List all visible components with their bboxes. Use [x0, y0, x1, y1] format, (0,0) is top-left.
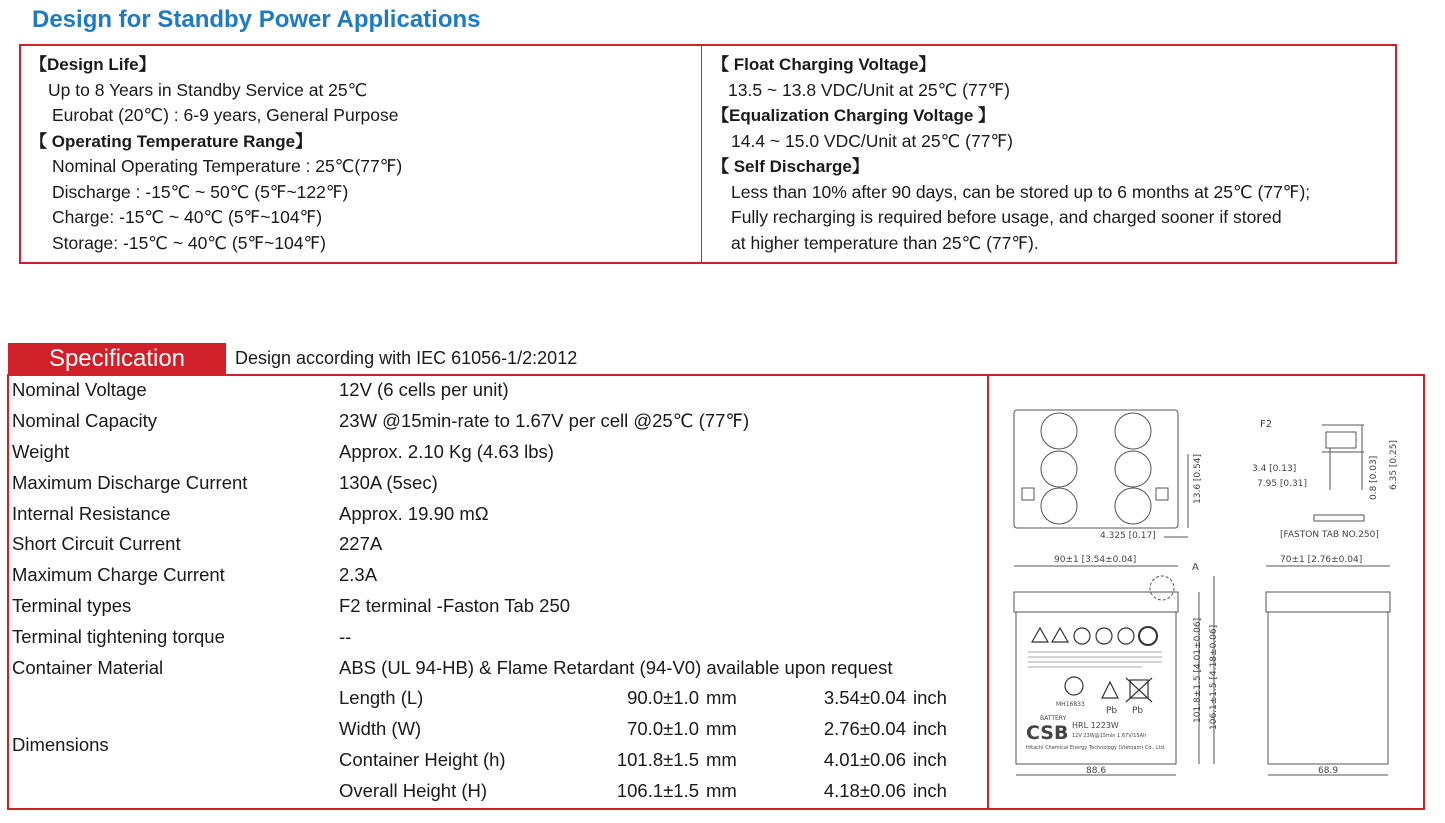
label-artwork	[1028, 627, 1162, 702]
design-life-heading: 【Design Life】	[30, 55, 156, 74]
standby-right-column	[712, 52, 1392, 256]
self-discharge-line: Fully recharging is required before usage, and charged sooner if stored	[731, 207, 1282, 227]
dimension-inch-unit: inch	[913, 687, 947, 709]
specification-divider	[987, 376, 989, 808]
operating-temp-heading: 【 Operating Temperature Range】	[30, 131, 313, 151]
brand-logo: CSB	[1026, 722, 1069, 744]
dimension-inch: 3.54±0.04	[823, 687, 906, 709]
terminal-caption: [FASTON TAB NO.250]	[1280, 530, 1379, 540]
terminal-detail	[1314, 425, 1364, 521]
top-dim-height-label: 13.6 [0.54]	[1193, 454, 1203, 504]
read-manual-icon	[1118, 628, 1134, 644]
spec-label: Nominal Voltage	[12, 379, 147, 401]
bottom-side-label: 68.9	[1318, 766, 1339, 776]
dimension-mm: 106.1±1.5	[616, 779, 699, 801]
spec-label: Terminal types	[12, 594, 132, 616]
spec-value: Approx. 2.10 Kg (4.63 lbs)	[339, 440, 554, 462]
dimension-mm-unit: mm	[706, 718, 737, 740]
terminal-dim-c: 0.8 [0.03]	[1369, 455, 1379, 500]
self-discharge-heading: 【 Self Discharge】	[712, 157, 869, 176]
spec-label: Internal Resistance	[12, 502, 171, 524]
standby-divider	[701, 46, 702, 262]
self-discharge-line: at higher temperature than 25℃ (77℉).	[731, 232, 1039, 253]
spec-label: Container Material	[12, 656, 164, 678]
dimension-inch: 2.76±0.04	[823, 718, 906, 740]
dimension-mm: 101.8±1.5	[616, 748, 699, 770]
pb-label: Pb	[1106, 706, 1118, 716]
model-label: HRL 1223W	[1072, 721, 1119, 730]
spec-value: 12V (6 cells per unit)	[339, 379, 509, 401]
detail-mark-label: A	[1192, 562, 1199, 573]
specification-note: Design according with IEC 61056-1/2:2012	[235, 348, 578, 368]
spec-label: Maximum Discharge Current	[12, 471, 248, 493]
eye-protection-icon	[1096, 628, 1112, 644]
dimension-name: Width (W)	[339, 718, 422, 740]
spec-value: Approx. 19.90 mΩ	[339, 502, 489, 524]
float-voltage-heading: 【 Float Charging Voltage】	[712, 55, 936, 74]
spec-label: Weight	[12, 440, 70, 462]
spec-row	[12, 621, 982, 652]
terminal-dim-b: 7.95 [0.31]	[1257, 479, 1307, 489]
dimension-mm-unit: mm	[706, 779, 737, 801]
front-width-label: 90±1 [3.54±0.04]	[1054, 555, 1137, 565]
design-life-line: Up to 8 Years in Standby Service at 25℃	[48, 79, 368, 100]
spec-row	[12, 406, 982, 437]
cell-circle	[1041, 488, 1077, 524]
specification-table	[12, 375, 982, 806]
cell-circle	[1115, 451, 1151, 487]
bottom-front-label: 88.6	[1086, 766, 1107, 776]
dimension-inch-unit: inch	[913, 748, 947, 770]
operating-temp-line: Discharge : -15℃ ~ 50℃ (5℉~122℉)	[52, 181, 349, 202]
cell-circle	[1115, 413, 1151, 449]
spec-value: ABS (UL 94-HB) & Flame Retardant (94-V0) available upon request	[339, 656, 893, 678]
terminal-negative	[1022, 488, 1034, 500]
cell-circle	[1115, 488, 1151, 524]
warning-icon	[1052, 628, 1068, 642]
terminal-dim-a: 3.4 [0.13]	[1252, 464, 1297, 474]
container-height-label: 101.8±1.5 [4.01±0.06]	[1193, 617, 1203, 723]
spec-value: F2 terminal -Faston Tab 250	[339, 594, 571, 616]
terminal-dim-d: 6.35 [0.25]	[1389, 440, 1399, 490]
spec-row	[12, 467, 982, 498]
spec-label: Nominal Capacity	[12, 410, 157, 432]
spec-value: --	[339, 625, 352, 647]
dimension-mm: 70.0±1.0	[627, 718, 699, 740]
spec-row	[12, 560, 982, 591]
spec-label: Maximum Charge Current	[12, 564, 225, 586]
operating-temp-line: Nominal Operating Temperature : 25℃(77℉)	[52, 156, 403, 176]
spec-value: 2.3A	[339, 564, 378, 586]
top-dim-width-label: 4.325 [0.17]	[1100, 531, 1156, 541]
detail-circle	[1150, 576, 1174, 600]
overall-height-label: 106.1±1.5 [4.18±0.06]	[1209, 624, 1219, 730]
dimension-inch-cell	[786, 775, 982, 806]
spec-label: Short Circuit Current	[12, 533, 181, 555]
spec-row	[12, 529, 982, 560]
dimension-name: Length (L)	[339, 687, 424, 709]
dimension-inch-cell	[786, 745, 982, 776]
standby-left-column	[30, 52, 690, 256]
page-title: Design for Standby Power Applications	[32, 6, 481, 33]
dimensions-label: Dimensions	[12, 733, 109, 755]
terminal-body	[1326, 432, 1356, 448]
battery-word: BATTERY	[1040, 715, 1067, 722]
dimension-row	[12, 683, 982, 714]
terminal-f2-label: F2	[1260, 419, 1273, 430]
spec-row	[12, 591, 982, 622]
side-width-label: 70±1 [2.76±0.04]	[1280, 555, 1363, 565]
dimension-name: Container Height (h)	[339, 748, 506, 770]
dimension-inch-cell	[786, 683, 982, 714]
dimension-name: Overall Height (H)	[339, 779, 488, 801]
spec-value: 23W @15min-rate to 1.67V per cell @25℃ (77℉)	[339, 410, 750, 432]
pb-label: Pb	[1132, 706, 1144, 716]
terminal-flat	[1314, 515, 1364, 521]
dimension-inch-cell	[786, 714, 982, 745]
operating-temp-line: Storage: -15℃ ~ 40℃ (5℉~104℉)	[52, 232, 327, 253]
dimension-mm-unit: mm	[706, 748, 737, 770]
dimension-inch: 4.18±0.06	[823, 779, 906, 801]
spec-row	[12, 437, 982, 468]
dimension-inch: 4.01±0.06	[823, 748, 906, 770]
model-spec-label: 12V 23W@15min 1.67V/15Ah	[1072, 733, 1147, 739]
front-lid	[1014, 592, 1178, 612]
cell-circle	[1041, 413, 1077, 449]
maker-label: Hitachi Chemical Energy Technology (Vietnam) Co., Ltd.	[1026, 745, 1166, 751]
dimension-inch-unit: inch	[913, 779, 947, 801]
float-voltage-line: 13.5 ~ 13.8 VDC/Unit at 25℃ (77℉)	[728, 79, 1010, 100]
design-life-line: Eurobat (20℃) : 6-9 years, General Purpose	[52, 105, 399, 125]
recycle-count-icon	[1139, 627, 1157, 645]
operating-temp-line: Charge: -15℃ ~ 40℃ (5℉~104℉)	[52, 207, 323, 227]
battery-technical-drawing	[992, 380, 1420, 806]
top-view	[1014, 410, 1188, 537]
dimension-mm: 90.0±1.0	[627, 687, 699, 709]
dimension-mm-unit: mm	[706, 687, 737, 709]
no-fire-icon	[1074, 628, 1090, 644]
spec-value: 227A	[339, 533, 383, 555]
specification-tab: Specification	[8, 343, 226, 374]
side-lid	[1266, 592, 1390, 612]
spec-row	[12, 375, 982, 406]
top-view-outline	[1014, 410, 1178, 528]
equalization-voltage-heading: 【Equalization Charging Voltage 】	[712, 106, 996, 125]
warning-icon	[1032, 628, 1048, 642]
cell-circle	[1041, 451, 1077, 487]
recycle-icon	[1102, 682, 1118, 698]
spec-label: Terminal tightening torque	[12, 625, 225, 647]
self-discharge-line: Less than 10% after 90 days, can be stored up to 6 months at 25℃ (77℉);	[731, 181, 1311, 202]
spec-value: 130A (5sec)	[339, 471, 438, 493]
equalization-voltage-line: 14.4 ~ 15.0 VDC/Unit at 25℃ (77℉)	[731, 130, 1013, 151]
ul-mark-icon	[1065, 677, 1083, 695]
terminal-positive	[1156, 488, 1168, 500]
dimension-inch-unit: inch	[913, 718, 947, 740]
side-view	[1266, 566, 1390, 775]
recycle-code-label: MH16833	[1056, 701, 1085, 708]
spec-row	[12, 498, 982, 529]
spec-row	[12, 652, 982, 683]
side-container	[1268, 612, 1388, 764]
